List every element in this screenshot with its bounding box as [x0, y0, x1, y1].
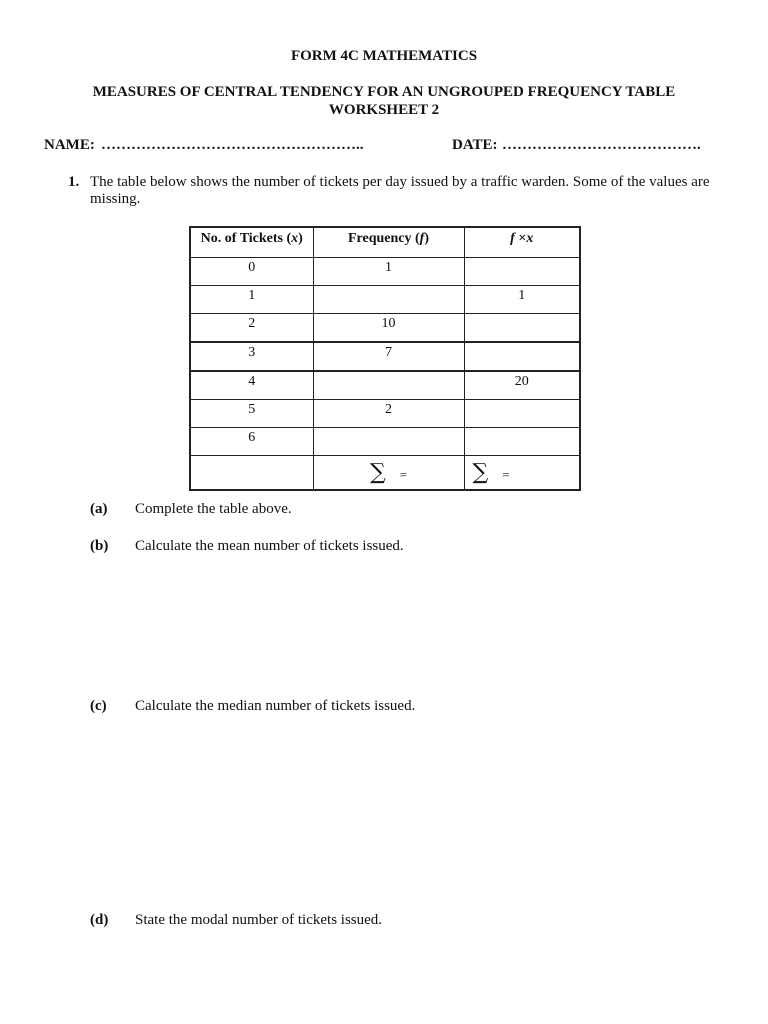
sigma-symbol: ∑ — [472, 460, 489, 485]
sum-fx-cell[interactable] — [464, 456, 580, 491]
cell-f[interactable] — [313, 428, 464, 456]
cell-x: 4 — [190, 371, 313, 400]
sum-blank-cell — [190, 456, 313, 491]
part-c-text: Calculate the median number of tickets issued. — [135, 698, 416, 714]
header-fx: f ×x — [464, 227, 580, 258]
cell-f[interactable]: 1 — [313, 258, 464, 286]
equals-sign: = — [399, 467, 408, 482]
cell-f[interactable]: 2 — [313, 400, 464, 428]
table-header-row — [190, 227, 580, 258]
question-text: The table below shows the number of tickets per day issued by a traffic warden. Some of the values are missing. — [90, 174, 710, 207]
cell-f[interactable] — [313, 371, 464, 400]
cell-fx[interactable] — [464, 258, 580, 286]
table-sum-row — [190, 456, 580, 491]
cell-x: 0 — [190, 258, 313, 286]
date-field[interactable]: …………………………………. — [502, 137, 701, 153]
worksheet-subtitle: MEASURES OF CENTRAL TENDENCY FOR AN UNGROUPED FREQUENCY TABLE — [92, 84, 676, 100]
table-row — [190, 314, 580, 343]
name-field[interactable]: …………………………………………….. — [101, 137, 364, 153]
worksheet-title: FORM 4C MATHEMATICS — [290, 48, 478, 64]
cell-x: 2 — [190, 314, 313, 343]
table-row — [190, 258, 580, 286]
part-c-label: (c) — [90, 698, 107, 714]
table-row — [190, 371, 580, 400]
cell-f[interactable]: 10 — [313, 314, 464, 343]
cell-fx[interactable]: 20 — [464, 371, 580, 400]
cell-fx[interactable]: 1 — [464, 286, 580, 314]
sum-frequency-cell[interactable] — [313, 456, 464, 491]
part-a-label: (a) — [90, 501, 108, 517]
cell-fx[interactable] — [464, 400, 580, 428]
cell-x: 1 — [190, 286, 313, 314]
date-label: DATE: — [452, 137, 498, 153]
equals-sign: = — [502, 467, 510, 482]
part-b-label: (b) — [90, 538, 109, 554]
part-b-text: Calculate the mean number of tickets issued. — [135, 538, 404, 554]
header-frequency: Frequency (f) — [313, 227, 464, 258]
table-row — [190, 428, 580, 456]
part-a-text: Complete the table above. — [135, 501, 292, 517]
question-number: 1. — [68, 174, 80, 190]
header-tickets: No. of Tickets (x) — [190, 227, 313, 258]
cell-f[interactable]: 7 — [313, 342, 464, 371]
table-row — [190, 400, 580, 428]
table-row — [190, 286, 580, 314]
cell-x: 5 — [190, 400, 313, 428]
cell-f[interactable] — [313, 286, 464, 314]
name-label: NAME: — [44, 137, 95, 153]
table-row — [190, 342, 580, 371]
sigma-symbol: ∑ — [369, 460, 386, 485]
part-d-text: State the modal number of tickets issued. — [135, 912, 383, 928]
cell-fx[interactable] — [464, 342, 580, 371]
worksheet-number: WORKSHEET 2 — [328, 102, 440, 118]
cell-fx[interactable] — [464, 428, 580, 456]
cell-x: 6 — [190, 428, 313, 456]
cell-x: 3 — [190, 342, 313, 371]
part-d-label: (d) — [90, 912, 109, 928]
frequency-table — [189, 226, 581, 491]
cell-fx[interactable] — [464, 314, 580, 343]
